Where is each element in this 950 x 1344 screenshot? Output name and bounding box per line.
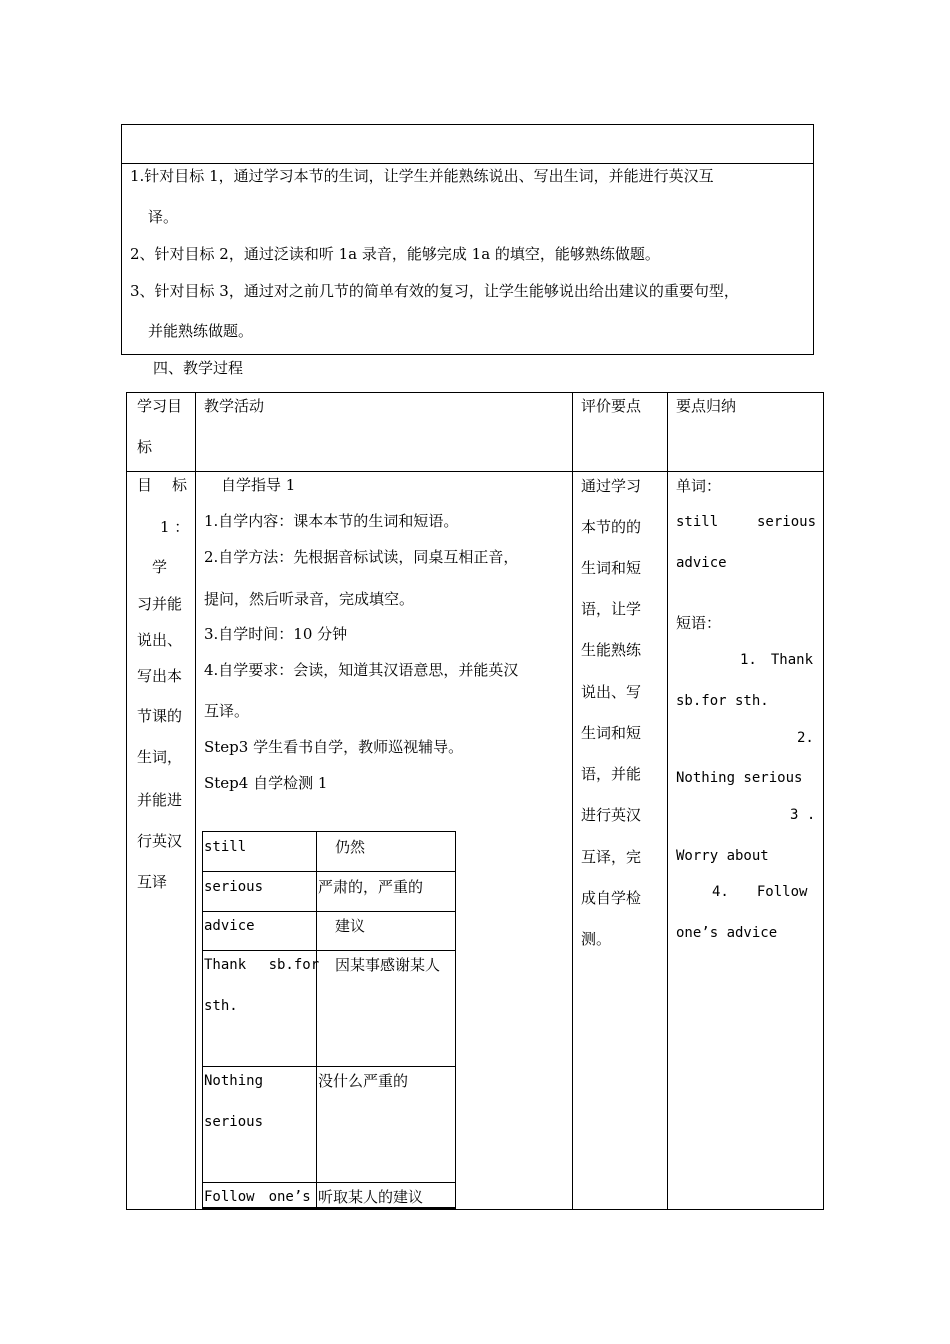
objective-cell-line: 互译 [137, 873, 168, 891]
activity-line: Step3 学生看书自学，教师巡视辅导。 [204, 738, 464, 756]
evaluation-line: 进行英汉 [581, 806, 642, 824]
col-divider [572, 393, 573, 1209]
vocab-row-divider [203, 871, 455, 872]
objective-1-cont: 译。 [148, 208, 179, 226]
header-activity: 教学活动 [204, 397, 265, 415]
vocab-zh: 因某事感谢某人 [335, 956, 441, 974]
header-objective-line2: 标 [137, 438, 153, 456]
objective-cell-line: 行英汉 [137, 832, 183, 850]
header-objective-line1: 学习目 [137, 397, 183, 415]
evaluation-line: 本节的的 [581, 518, 642, 536]
activity-line: 3.自学时间：10 分钟 [204, 625, 348, 643]
word-item: serious [757, 514, 817, 530]
objective-2: 2、针对目标 2，通过泛读和听 1a 录音，能够完成 1a 的填空，能够熟练做题。 [130, 245, 660, 263]
objective-cell-line: 并能进 [137, 791, 183, 809]
objectives-box-header [122, 125, 813, 164]
phrase-item: Nothing serious [676, 770, 803, 786]
objective-cell-line: 目 标 [137, 476, 187, 494]
vocab-zh: 没什么严重的 [318, 1072, 409, 1090]
vocab-row-divider [203, 911, 455, 912]
header-divider [127, 471, 823, 472]
vocab-en: sth. [204, 998, 238, 1014]
objective-1: 1.针对目标 1，通过学习本节的生词，让学生并能熟练说出、写出生词，并能进行英汉互 [130, 167, 714, 185]
evaluation-line: 生词和短 [581, 724, 642, 742]
activity-line: Step4 自学检测 1 [204, 774, 328, 792]
word-item: advice [676, 555, 727, 571]
header-evaluation: 评价要点 [581, 397, 642, 415]
phrase-item: 3 . [790, 807, 816, 823]
evaluation-line: 语，并能 [581, 765, 642, 783]
evaluation-line: 生能熟练 [581, 641, 642, 659]
col-divider [667, 393, 668, 1209]
objective-3: 3、针对目标 3，通过对之前几节的简单有效的复习，让学生能够说出给出建议的重要句型， [130, 282, 739, 300]
evaluation-line: 成自学检 [581, 889, 642, 907]
vocab-zh: 建议 [335, 917, 366, 935]
vocab-col-divider [316, 832, 317, 1207]
activity-line: 1.自学内容：课本本节的生词和短语。 [204, 512, 459, 530]
vocab-en: Follow one’s [204, 1189, 311, 1205]
vocab-zh: 听取某人的建议 [318, 1188, 424, 1206]
vocab-en: Nothing [204, 1073, 264, 1089]
vocab-en: still [204, 839, 247, 855]
evaluation-line: 生词和短 [581, 559, 642, 577]
header-summary: 要点归纳 [676, 397, 737, 415]
objective-cell-line: 习并能 [137, 595, 183, 613]
evaluation-line: 测。 [581, 930, 612, 948]
vocab-en: serious [204, 1114, 264, 1130]
vocab-zh: 严肃的，严重的 [318, 878, 424, 896]
activity-line: 互译。 [204, 702, 250, 720]
vocab-row-divider [203, 950, 455, 951]
words-label: 单词： [676, 477, 722, 495]
activity-line: 自学指导 1 [221, 476, 296, 494]
vocab-zh: 仍然 [335, 838, 366, 856]
evaluation-line: 互译，完 [581, 848, 642, 866]
evaluation-line: 说出、写 [581, 683, 642, 701]
vocab-en: advice [204, 918, 255, 934]
vocab-en: serious [204, 879, 264, 895]
activity-line: 2.自学方法：先根据音标试读，同桌互相正音， [204, 548, 519, 566]
phrase-item: sb.for sth. [676, 693, 769, 709]
section-title: 四、教学过程 [153, 359, 244, 377]
objective-cell-line: 1 ： [160, 518, 190, 536]
vocab-en: Thank sb.for [204, 957, 320, 973]
objective-cell-line: 说出、 [137, 631, 183, 649]
activity-line: 4.自学要求：会读，知道其汉语意思，并能英汉 [204, 661, 519, 679]
objective-cell-line: 节课的 [137, 707, 183, 725]
phrases-label: 短语： [676, 614, 722, 632]
vocab-row-divider [203, 1066, 455, 1067]
objective-cell-line: 生词， [137, 748, 183, 766]
objective-cell-line: 写出本 [137, 667, 183, 685]
phrase-item: Worry about [676, 848, 769, 864]
phrase-item: one’s advice [676, 925, 778, 941]
evaluation-line: 通过学习 [581, 477, 642, 495]
activity-line: 提问，然后听录音，完成填空。 [204, 590, 415, 608]
vocab-row-divider [203, 1182, 455, 1183]
phrase-item: 2. [797, 730, 814, 746]
word-item: still [676, 514, 719, 530]
evaluation-line: 语，让学 [581, 600, 642, 618]
col-divider [195, 393, 196, 1209]
phrase-item: 4. Follow [712, 884, 808, 900]
objective-cell-line: 学 [152, 558, 168, 576]
objective-3-cont: 并能熟练做题。 [148, 322, 254, 340]
phrase-item: 1. Thank [740, 652, 814, 668]
